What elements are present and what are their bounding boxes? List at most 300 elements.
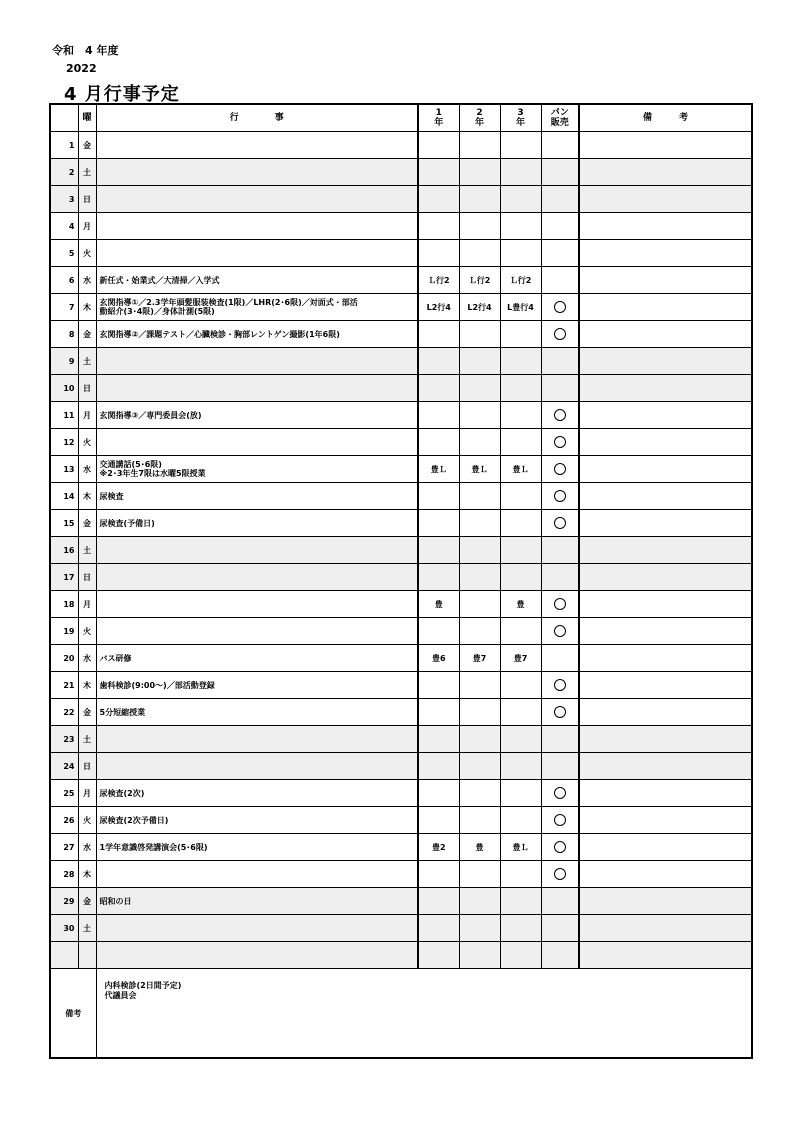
- event-line: 動紹介(3･4限)／身体計測(5限): [99, 307, 215, 316]
- circle-mark-icon: [554, 436, 566, 448]
- grade2-cell: [459, 942, 500, 969]
- bread-sale-cell: [541, 726, 579, 753]
- circle-mark-icon: [554, 409, 566, 421]
- grade2-cell: [459, 483, 500, 510]
- bread-sale-cell: [541, 861, 579, 888]
- notes-cell: [579, 942, 752, 969]
- weekday-cell: 月: [78, 213, 96, 240]
- weekday-cell: 水: [78, 456, 96, 483]
- grade2-cell: [459, 240, 500, 267]
- grade2-cell: [459, 726, 500, 753]
- grade3-cell: [500, 402, 541, 429]
- grade3-cell: [500, 537, 541, 564]
- grade3-cell: [500, 915, 541, 942]
- grade1-cell: [418, 213, 459, 240]
- event-cell: [96, 618, 418, 645]
- grade1-cell: [418, 699, 459, 726]
- grade1-cell: [418, 186, 459, 213]
- event-cell: [96, 888, 418, 915]
- weekday-cell: [78, 942, 96, 969]
- notes-cell: [579, 780, 752, 807]
- grade2-cell: [459, 753, 500, 780]
- day-cell: 20: [50, 645, 78, 672]
- grade1-cell: 豊: [418, 591, 459, 618]
- day-cell: 9: [50, 348, 78, 375]
- bread-sale-cell: [541, 618, 579, 645]
- bread-sale-header: パン 販売: [541, 104, 579, 132]
- circle-mark-icon: [554, 679, 566, 691]
- bread-sale-cell: [541, 780, 579, 807]
- grade3-cell: 豊: [500, 591, 541, 618]
- grade1-cell: [418, 132, 459, 159]
- day-cell: 27: [50, 834, 78, 861]
- weekday-cell: 日: [78, 753, 96, 780]
- event-line: バス研修: [99, 653, 132, 663]
- schedule-row: [50, 186, 752, 213]
- grade3-cell: [500, 186, 541, 213]
- schedule-row: [50, 591, 752, 618]
- day-cell: 23: [50, 726, 78, 753]
- grade1-cell: L2行4: [418, 294, 459, 321]
- bread-sale-cell: [541, 564, 579, 591]
- grade2-cell: [459, 213, 500, 240]
- schedule-row: [50, 132, 752, 159]
- schedule-row: [50, 510, 752, 537]
- event-cell: [96, 132, 418, 159]
- grade2-cell: 豊: [459, 834, 500, 861]
- schedule-row: [50, 753, 752, 780]
- grade1-cell: [418, 375, 459, 402]
- circle-mark-icon: [554, 868, 566, 880]
- day-cell: 12: [50, 429, 78, 456]
- bread-sale-cell: [541, 267, 579, 294]
- grade2-cell: [459, 699, 500, 726]
- bread-sale-cell: [541, 294, 579, 321]
- fiscal-era: 令和 4 年度: [52, 44, 119, 57]
- notes-cell: [579, 213, 752, 240]
- event-cell: [96, 159, 418, 186]
- day-cell: 7: [50, 294, 78, 321]
- notes-cell: [579, 429, 752, 456]
- day-cell: 8: [50, 321, 78, 348]
- circle-mark-icon: [554, 814, 566, 826]
- grade2-cell: [459, 672, 500, 699]
- schedule-row: [50, 429, 752, 456]
- grade1-cell: [418, 861, 459, 888]
- schedule-row: [50, 888, 752, 915]
- grade3-cell: [500, 807, 541, 834]
- weekday-cell: 火: [78, 618, 96, 645]
- day-cell: 2: [50, 159, 78, 186]
- notes-cell: [579, 618, 752, 645]
- grade3-cell: 豊Ｌ: [500, 834, 541, 861]
- notes-cell: [579, 888, 752, 915]
- schedule-row: [50, 483, 752, 510]
- grade3-cell: [500, 240, 541, 267]
- grade1-cell: [418, 888, 459, 915]
- day-cell: 19: [50, 618, 78, 645]
- grade2-cell: [459, 564, 500, 591]
- schedule-row: [50, 699, 752, 726]
- event-cell: [96, 861, 418, 888]
- grade1-cell: [418, 672, 459, 699]
- weekday-cell: 日: [78, 375, 96, 402]
- grade2-cell: [459, 888, 500, 915]
- bread-sale-cell: [541, 132, 579, 159]
- grade3-cell: 豊Ｌ: [500, 456, 541, 483]
- day-cell: 16: [50, 537, 78, 564]
- circle-mark-icon: [554, 328, 566, 340]
- grade1-cell: [418, 348, 459, 375]
- grade3-cell: [500, 213, 541, 240]
- grade3-cell: [500, 780, 541, 807]
- grade2-cell: [459, 537, 500, 564]
- schedule-row: [50, 348, 752, 375]
- bread-sale-cell: [541, 807, 579, 834]
- day-cell: 11: [50, 402, 78, 429]
- day-cell: 28: [50, 861, 78, 888]
- day-cell: 4: [50, 213, 78, 240]
- schedule-row: [50, 267, 752, 294]
- weekday-cell: 土: [78, 537, 96, 564]
- day-cell: 6: [50, 267, 78, 294]
- grade1-cell: [418, 618, 459, 645]
- event-cell: [96, 240, 418, 267]
- event-cell: [96, 348, 418, 375]
- grade2-cell: [459, 375, 500, 402]
- notes-cell: [579, 861, 752, 888]
- grade3-cell: [500, 861, 541, 888]
- grade1-cell: [418, 240, 459, 267]
- schedule-row: [50, 375, 752, 402]
- day-cell: 21: [50, 672, 78, 699]
- notes-cell: [579, 645, 752, 672]
- notes-cell: [579, 132, 752, 159]
- grade3-cell: Ｌ行2: [500, 267, 541, 294]
- event-cell: [96, 699, 418, 726]
- bread-sale-cell: [541, 321, 579, 348]
- event-cell: [96, 726, 418, 753]
- bread-sale-cell: [541, 915, 579, 942]
- grade1-cell: [418, 753, 459, 780]
- day-cell: 15: [50, 510, 78, 537]
- day-cell: 18: [50, 591, 78, 618]
- schedule-row: [50, 834, 752, 861]
- grade2-cell: [459, 780, 500, 807]
- grade2-cell: [459, 861, 500, 888]
- notes-cell: [579, 510, 752, 537]
- day-cell: 17: [50, 564, 78, 591]
- notes-cell: [579, 915, 752, 942]
- weekday-cell: 土: [78, 915, 96, 942]
- weekday-cell: 土: [78, 348, 96, 375]
- bread-sale-cell: [541, 429, 579, 456]
- event-cell: [96, 672, 418, 699]
- grade2-cell: 豊7: [459, 645, 500, 672]
- grade1-cell: [418, 807, 459, 834]
- grade1-cell: [418, 915, 459, 942]
- weekday-cell: 日: [78, 186, 96, 213]
- notes-cell: [579, 321, 752, 348]
- notes-cell: [579, 186, 752, 213]
- bread-sale-cell: [541, 483, 579, 510]
- circle-mark-icon: [554, 787, 566, 799]
- grade3-cell: [500, 618, 541, 645]
- schedule-row: [50, 672, 752, 699]
- day-cell: 30: [50, 915, 78, 942]
- weekday-cell: 木: [78, 294, 96, 321]
- notes-cell: [579, 456, 752, 483]
- grade2-cell: [459, 321, 500, 348]
- notes-cell: [579, 267, 752, 294]
- fiscal-year: 2022: [66, 62, 97, 75]
- event-cell: [96, 753, 418, 780]
- grade3-cell: [500, 429, 541, 456]
- grade1-cell: [418, 537, 459, 564]
- weekday-cell: 土: [78, 159, 96, 186]
- grade3-cell: [500, 375, 541, 402]
- circle-mark-icon: [554, 706, 566, 718]
- grade2-cell: [459, 807, 500, 834]
- event-line: 昭和の日: [99, 896, 132, 906]
- grade3-header: 3 年: [500, 104, 541, 132]
- bread-sale-cell: [541, 591, 579, 618]
- grade3-cell: [500, 699, 541, 726]
- grade3-cell: [500, 348, 541, 375]
- day-cell: 24: [50, 753, 78, 780]
- event-line: 玄関指導②／課題テスト／心臓検診・胸部レントゲン撮影(1年6限): [99, 329, 340, 339]
- notes-cell: [579, 159, 752, 186]
- bread-sale-cell: [541, 510, 579, 537]
- notes-cell: [579, 753, 752, 780]
- day-cell: 1: [50, 132, 78, 159]
- notes-cell: [579, 807, 752, 834]
- weekday-cell: 火: [78, 429, 96, 456]
- grade1-cell: [418, 510, 459, 537]
- schedule-row: [50, 861, 752, 888]
- event-cell: [96, 564, 418, 591]
- grade3-cell: [500, 942, 541, 969]
- notes-cell: [579, 240, 752, 267]
- event-cell: [96, 807, 418, 834]
- grade3-cell: [500, 726, 541, 753]
- event-header: 行 事: [96, 104, 418, 132]
- event-cell: [96, 915, 418, 942]
- event-cell: [96, 456, 418, 483]
- event-cell: [96, 780, 418, 807]
- circle-mark-icon: [554, 490, 566, 502]
- grade3-cell: [500, 483, 541, 510]
- grade2-cell: [459, 915, 500, 942]
- remarks-line: 内科検診(2日間予定): [104, 981, 182, 990]
- event-cell: [96, 213, 418, 240]
- grade1-cell: 豊2: [418, 834, 459, 861]
- weekday-cell: 木: [78, 672, 96, 699]
- grade2-cell: [459, 429, 500, 456]
- day-cell: 29: [50, 888, 78, 915]
- grade3-cell: [500, 564, 541, 591]
- bread-sale-cell: [541, 672, 579, 699]
- day-cell: 26: [50, 807, 78, 834]
- day-cell: 25: [50, 780, 78, 807]
- schedule-row: [50, 942, 752, 969]
- event-cell: [96, 294, 418, 321]
- grade3-cell: [500, 753, 541, 780]
- grade2-cell: [459, 186, 500, 213]
- weekday-cell: 火: [78, 240, 96, 267]
- grade1-cell: [418, 429, 459, 456]
- bread-sale-cell: [541, 456, 579, 483]
- weekday-cell: 月: [78, 402, 96, 429]
- weekday-cell: 金: [78, 321, 96, 348]
- grade1-cell: [418, 321, 459, 348]
- grade3-cell: [500, 159, 541, 186]
- schedule-row: [50, 564, 752, 591]
- event-cell: [96, 942, 418, 969]
- event-cell: [96, 429, 418, 456]
- schedule-table: [49, 103, 753, 1059]
- grade1-cell: [418, 159, 459, 186]
- notes-cell: [579, 375, 752, 402]
- event-cell: [96, 591, 418, 618]
- grade1-cell: [418, 942, 459, 969]
- schedule-row: [50, 321, 752, 348]
- circle-mark-icon: [554, 517, 566, 529]
- grade3-cell: [500, 132, 541, 159]
- grade1-cell: 豊Ｌ: [418, 456, 459, 483]
- event-cell: [96, 375, 418, 402]
- bread-sale-cell: [541, 753, 579, 780]
- weekday-cell: 金: [78, 132, 96, 159]
- circle-mark-icon: [554, 301, 566, 313]
- weekday-cell: 水: [78, 645, 96, 672]
- grade1-cell: [418, 726, 459, 753]
- schedule-row: [50, 780, 752, 807]
- weekday-cell: 火: [78, 807, 96, 834]
- weekday-cell: 日: [78, 564, 96, 591]
- event-cell: [96, 483, 418, 510]
- notes-header: 備 考: [579, 104, 752, 132]
- weekday-cell: 金: [78, 699, 96, 726]
- schedule-row: [50, 240, 752, 267]
- grade3-cell: [500, 672, 541, 699]
- weekday-cell: 月: [78, 591, 96, 618]
- notes-cell: [579, 591, 752, 618]
- grade1-cell: [418, 780, 459, 807]
- weekday-cell: 木: [78, 483, 96, 510]
- notes-cell: [579, 726, 752, 753]
- circle-mark-icon: [554, 598, 566, 610]
- grade2-cell: [459, 348, 500, 375]
- day-header: [50, 104, 78, 132]
- circle-mark-icon: [554, 841, 566, 853]
- bread-sale-cell: [541, 834, 579, 861]
- grade1-cell: [418, 483, 459, 510]
- grade2-cell: [459, 591, 500, 618]
- event-line: 歯科検診(9:00～)／部活動登録: [99, 680, 215, 690]
- schedule-row: [50, 402, 752, 429]
- notes-cell: [579, 699, 752, 726]
- notes-cell: [579, 294, 752, 321]
- remarks-line: 代議員会: [104, 991, 137, 1000]
- weekday-cell: 金: [78, 510, 96, 537]
- grade2-cell: [459, 618, 500, 645]
- bread-sale-cell: [541, 402, 579, 429]
- bread-sale-cell: [541, 159, 579, 186]
- notes-cell: [579, 483, 752, 510]
- schedule-row: [50, 645, 752, 672]
- day-cell: 5: [50, 240, 78, 267]
- grade3-cell: L豊行4: [500, 294, 541, 321]
- bread-sale-cell: [541, 699, 579, 726]
- bread-sale-cell: [541, 186, 579, 213]
- notes-cell: [579, 672, 752, 699]
- event-line: ※2･3年生7限は水曜5限授業: [99, 469, 206, 478]
- notes-cell: [579, 402, 752, 429]
- notes-cell: [579, 834, 752, 861]
- circle-mark-icon: [554, 625, 566, 637]
- weekday-cell: 木: [78, 861, 96, 888]
- event-line: 尿検査(2次): [99, 788, 145, 798]
- event-line: 尿検査: [99, 491, 124, 501]
- event-line: 1学年意識啓発講演会(5･6限): [99, 842, 208, 852]
- weekday-cell: 水: [78, 267, 96, 294]
- weekday-cell: 土: [78, 726, 96, 753]
- event-cell: [96, 645, 418, 672]
- weekday-header: 曜: [78, 104, 96, 132]
- event-line: 尿検査(予備日): [99, 518, 155, 528]
- schedule-row: [50, 915, 752, 942]
- notes-cell: [579, 348, 752, 375]
- bread-sale-cell: [541, 888, 579, 915]
- page-title: 4 月行事予定: [64, 84, 180, 105]
- grade2-cell: [459, 159, 500, 186]
- weekday-cell: 水: [78, 834, 96, 861]
- weekday-cell: 月: [78, 780, 96, 807]
- event-cell: [96, 510, 418, 537]
- grade2-cell: Ｌ行2: [459, 267, 500, 294]
- grade3-cell: [500, 888, 541, 915]
- grade3-cell: [500, 510, 541, 537]
- bread-sale-cell: [541, 537, 579, 564]
- grade2-header: 2 年: [459, 104, 500, 132]
- bread-sale-cell: [541, 240, 579, 267]
- schedule-row: [50, 456, 752, 483]
- remarks-row: [50, 969, 752, 1059]
- grade2-cell: [459, 402, 500, 429]
- schedule-row: [50, 294, 752, 321]
- grade2-cell: [459, 132, 500, 159]
- schedule-row: [50, 159, 752, 186]
- event-cell: [96, 321, 418, 348]
- grade1-header: 1 年: [418, 104, 459, 132]
- schedule-row: [50, 537, 752, 564]
- circle-mark-icon: [554, 463, 566, 475]
- day-cell: 3: [50, 186, 78, 213]
- bread-sale-cell: [541, 213, 579, 240]
- bread-sale-cell: [541, 645, 579, 672]
- weekday-cell: 金: [78, 888, 96, 915]
- bread-sale-cell: [541, 942, 579, 969]
- event-line: 新任式・始業式／大清掃／入学式: [99, 275, 220, 285]
- grade2-cell: [459, 510, 500, 537]
- day-cell: 13: [50, 456, 78, 483]
- grade2-cell: L2行4: [459, 294, 500, 321]
- event-cell: [96, 186, 418, 213]
- schedule-row: [50, 213, 752, 240]
- grade3-cell: 豊7: [500, 645, 541, 672]
- event-cell: [96, 402, 418, 429]
